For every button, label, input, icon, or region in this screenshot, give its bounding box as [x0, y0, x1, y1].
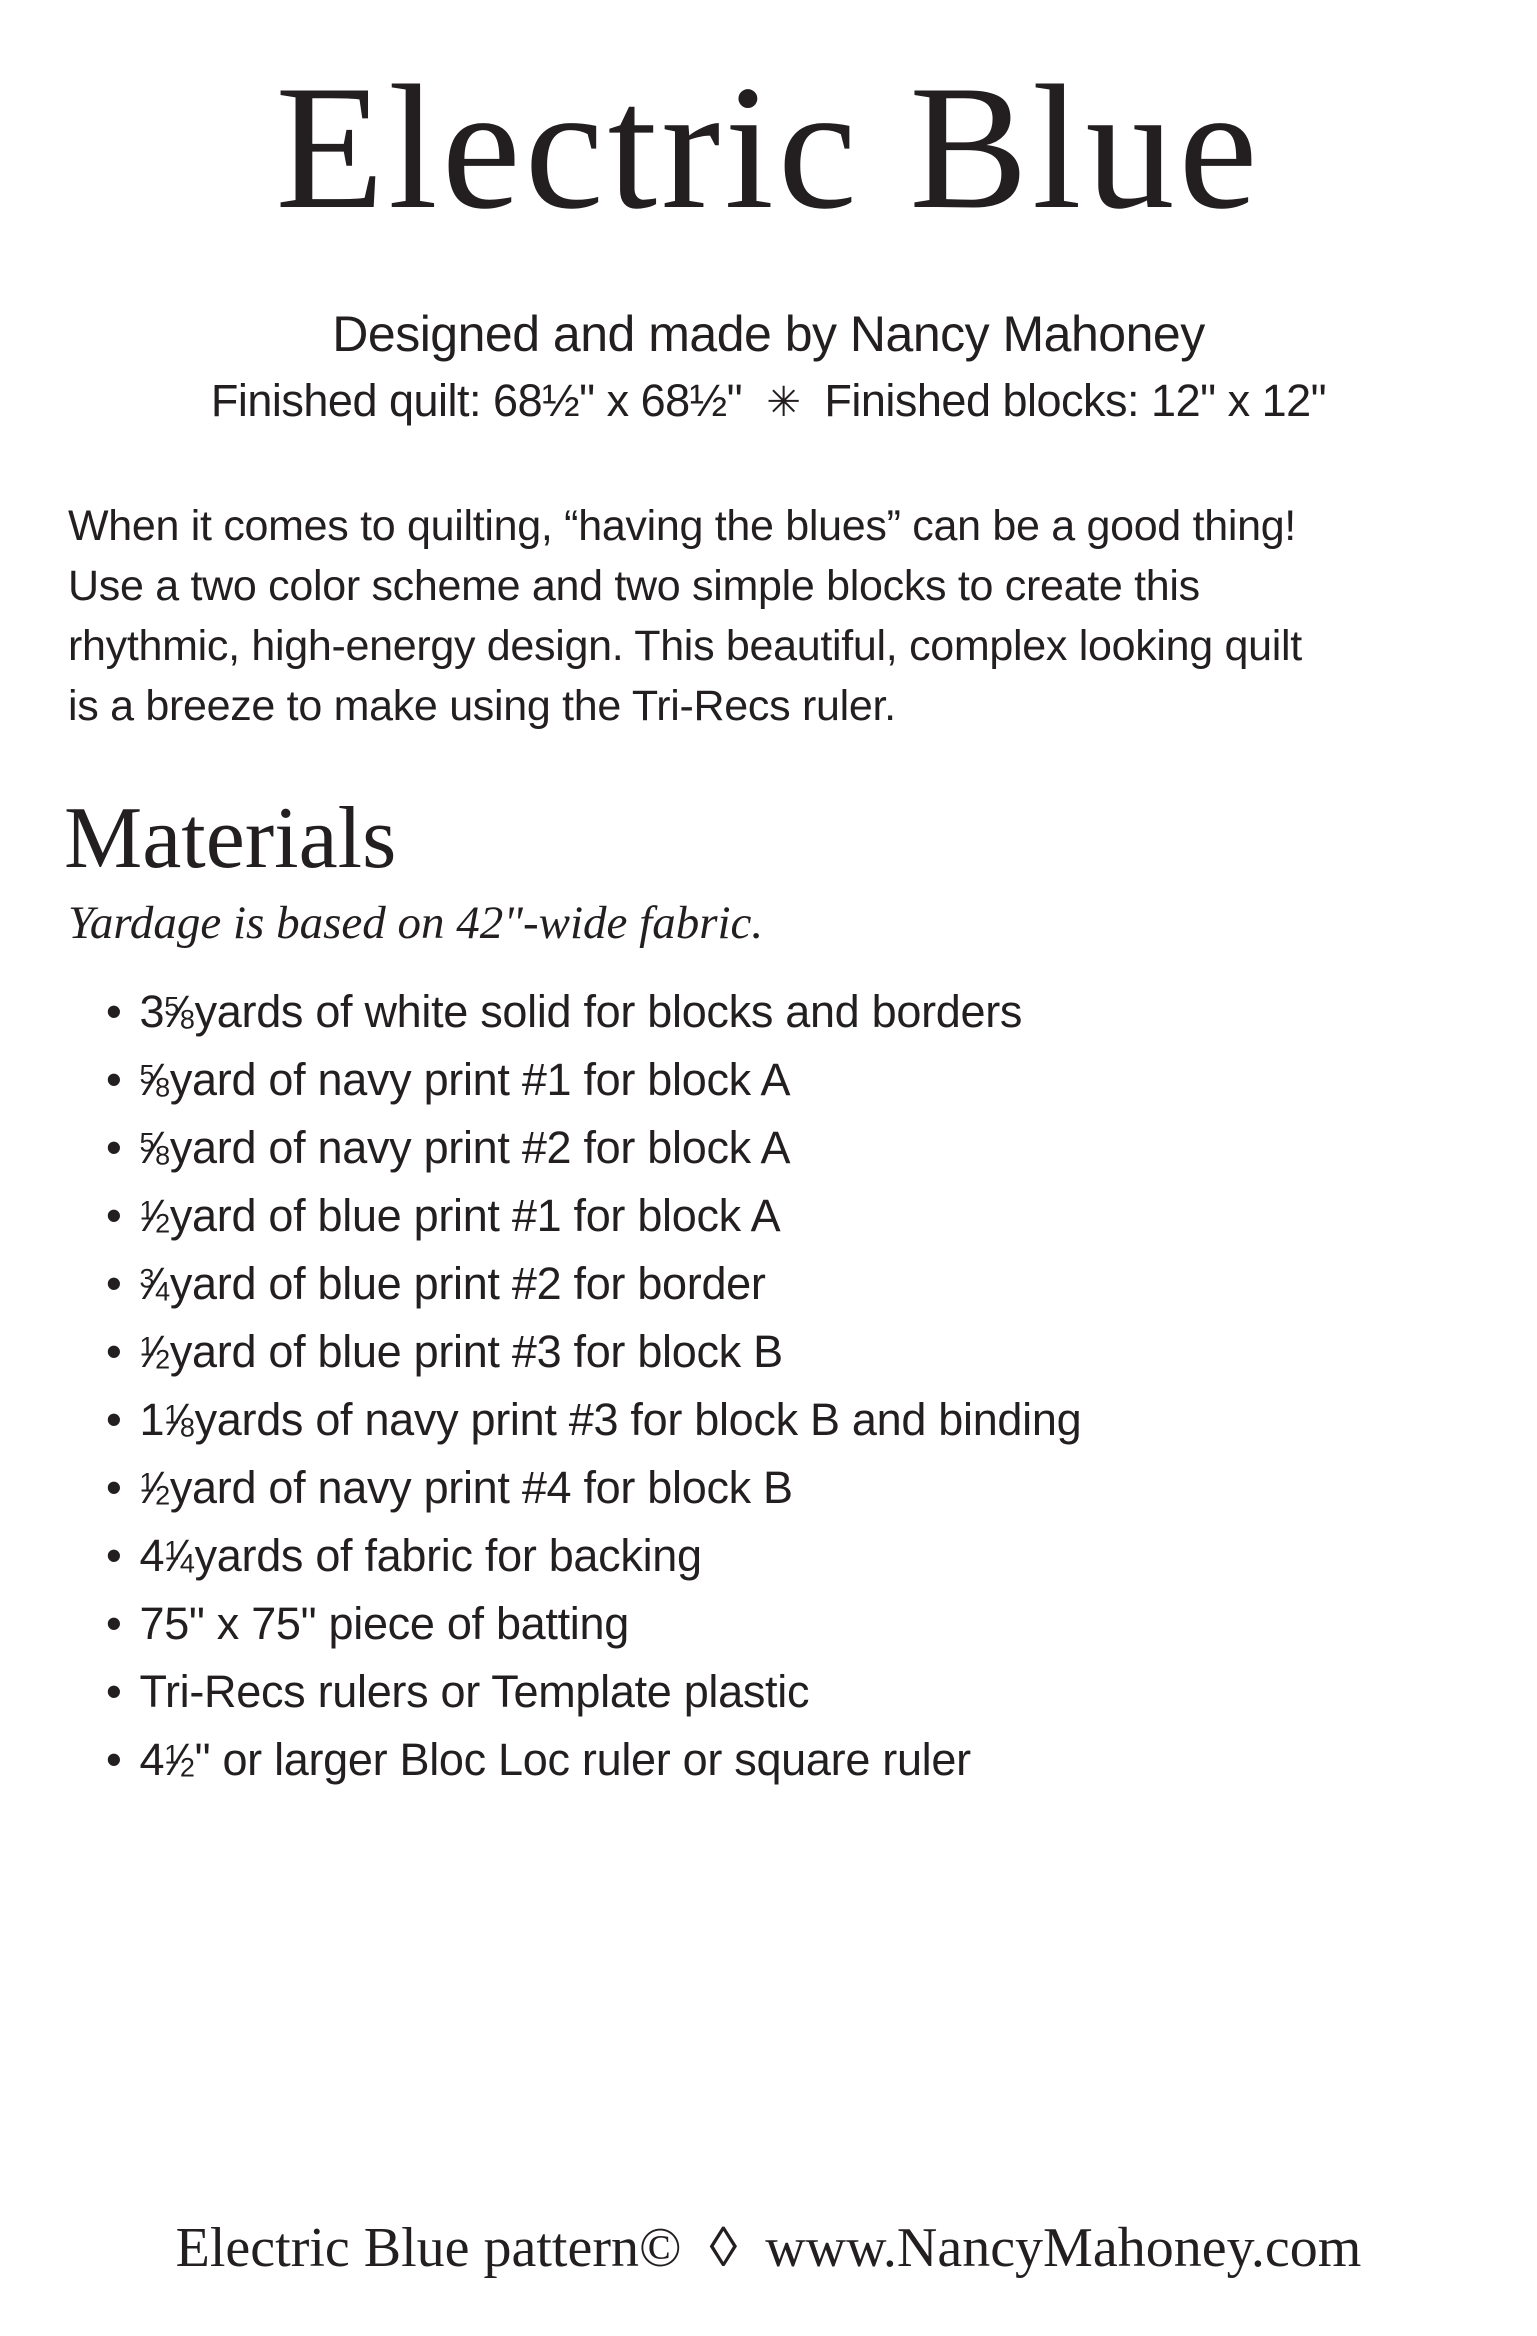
materials-note: Yardage is based on 42"-wide fabric. [68, 897, 764, 949]
materials-item: • $^5⁄_8$ yard of navy print #1 for block A [106, 1046, 1081, 1114]
materials-item: • $^1⁄_2$ yard of blue print #3 for block B [106, 1318, 1081, 1386]
materials-item: • $^3⁄_4$ yard of blue print #2 for border [106, 1250, 1081, 1318]
finished-blocks-spec: Finished blocks: 12" x 12" [824, 375, 1327, 426]
materials-item: • $^1⁄_2$ yard of blue print #1 for block A [106, 1182, 1081, 1250]
footer [0, 2212, 1537, 2284]
finished-specs [0, 372, 1537, 431]
finished-quilt-spec: Finished quilt: 68½" x 68½" [210, 375, 743, 426]
materials-item: • 4 $^1⁄_2$ " or larger Bloc Loc ruler or square ruler [106, 1726, 1081, 1794]
intro-line: Use a two color scheme and two simple blocks to create this [68, 562, 1200, 610]
lozenge-icon: ◊ [709, 2217, 738, 2279]
footer-pattern-credit: Electric Blue pattern© [175, 2217, 682, 2279]
materials-item: • $^5⁄_8$ yard of navy print #2 for block A [106, 1114, 1081, 1182]
intro-line: When it comes to quilting, “having the blues” can be a good thing! [68, 502, 1296, 550]
materials-item: • $^1⁄_2$ yard of navy print #4 for block B [106, 1454, 1081, 1522]
page-title: Electric Blue [275, 48, 1262, 246]
materials-list [106, 978, 1081, 1794]
materials-heading: Materials [64, 790, 397, 887]
footer-url: www.NancyMahoney.com [765, 2217, 1362, 2279]
intro-paragraph [68, 496, 1508, 736]
materials-item: • 3 $^5⁄_8$ yards of white solid for blocks and borders [106, 978, 1081, 1046]
eight-spoked-asterisk-icon: ✳ [766, 379, 801, 425]
materials-item: • 75" x 75" piece of batting [106, 1590, 1081, 1658]
materials-item: • 1 $^1⁄_8$ yards of navy print #3 for block B and binding [106, 1386, 1081, 1454]
intro-line: is a breeze to make using the Tri-Recs ruler. [68, 682, 896, 730]
materials-item: • 4 $^1⁄_4$ yards of fabric for backing [106, 1522, 1081, 1590]
materials-item: • Tri-Recs rulers or Template plastic [106, 1658, 1081, 1726]
intro-line: rhythmic, high-energy design. This beautiful, complex looking quilt [68, 622, 1302, 670]
byline: Designed and made by Nancy Mahoney [332, 306, 1205, 362]
